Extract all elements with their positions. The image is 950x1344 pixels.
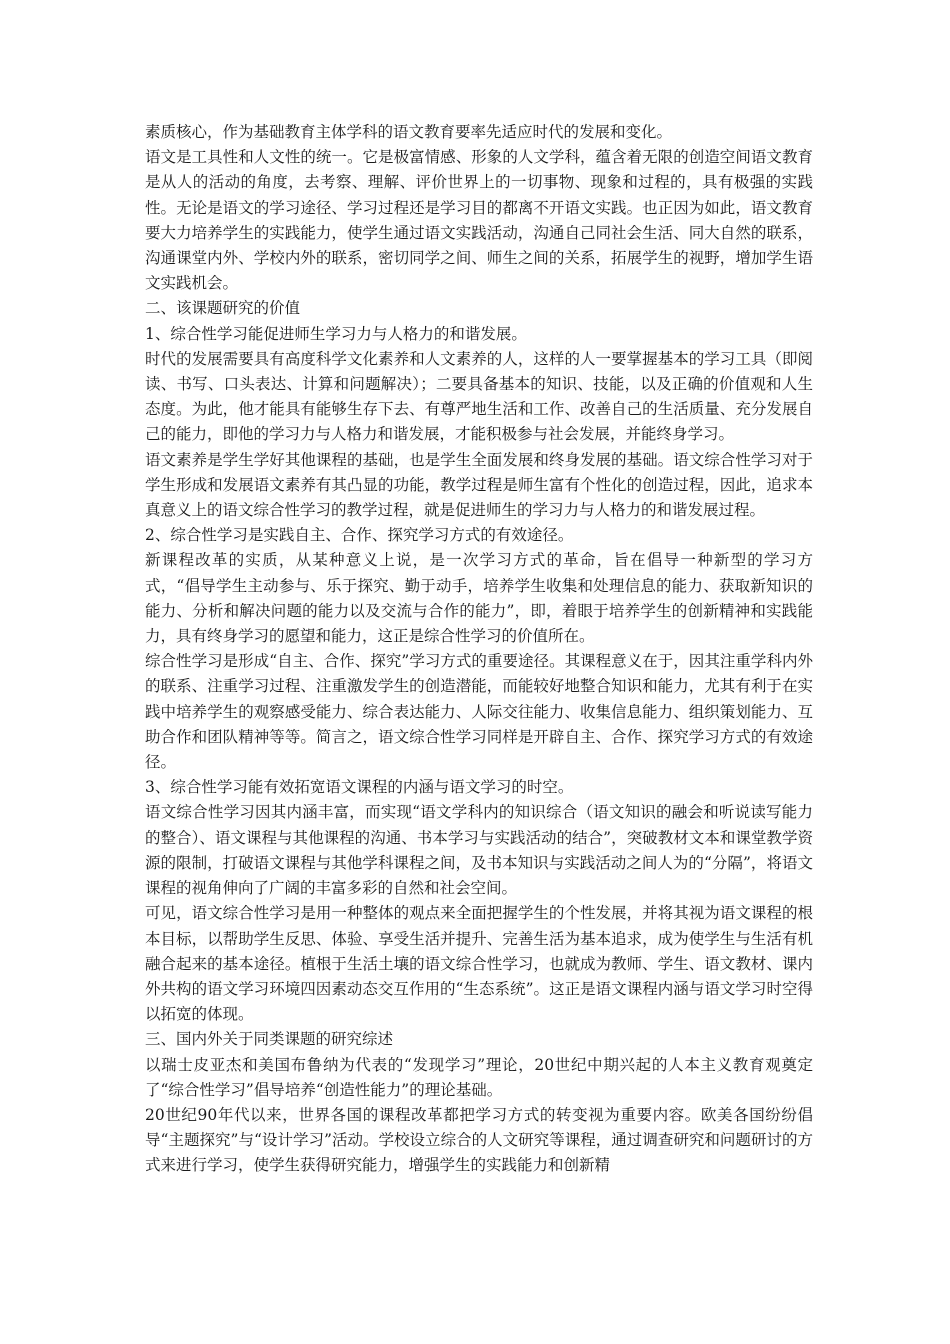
paragraph: 新课程改革的实质，从某种意义上说，是一次学习方式的革命，旨在倡导一种新型的学习方式，“倡导学生主动参与、乐于探究、勤于动手，培养学生收集和处理信息的能力、获取新知识的能力、分析和解决问题的能力以及交流与合作的能力”，即，着眼于培养学生的创新精神和实践能力，具有终身学习的愿望和能力，这正是综合性学习的价值所在。 (145, 551, 813, 646)
paragraph: 综合性学习是形成“自主、合作、探究”学习方式的重要途径。其课程意义在于，因其注重学科内外的联系、注重学习过程、注重激发学生的创造潜能，而能较好地整合知识和能力，尤其有利于在实践中培养学生的观察感受能力、综合表达能力、人际交往能力、收集信息能力、组织策划能力、互助合作和团队精神等等。简言之，语文综合性学习同样是开辟自主、合作、探究学习方式的有效途径。 (145, 652, 813, 772)
paragraph: 时代的发展需要具有高度科学文化素养和人文素养的人，这样的人一要掌握基本的学习工具（即阅读、书写、口头表达、计算和问题解决）；二要具备基本的知识、技能，以及正确的价值观和人生态度。为此，他才能具有能够生存下去、有尊严地生活和工作、改善自己的生活质量、充分发展自己的能力，即他的学习力与人格力和谐发展，才能积极参与社会发展，并能终身学习。 (145, 349, 813, 444)
paragraph: 以瑞士皮亚杰和美国布鲁纳为代表的“发现学习”理论，20世纪中期兴起的人本主义教育观奠定了“综合性学习”倡导培养“创造性能力”的理论基础。 (145, 1055, 813, 1099)
subsection-heading: 2、综合性学习是实践自主、合作、探究学习方式的有效途径。 (145, 526, 574, 545)
paragraph: 语文素养是学生学好其他课程的基础，也是学生全面发展和终身发展的基础。语文综合性学习对于学生形成和发展语文素养有其凸显的功能，教学过程是师生富有个性化的创造过程，因此，追求本真意义上的语文综合性学习的教学过程，就是促进师生的学习力与人格力的和谐发展过程。 (145, 450, 813, 520)
paragraph: 20世纪90年代以来，世界各国的课程改革都把学习方式的转变视为重要内容。欧美各国纷纷倡导“主题探究”与“设计学习”活动。学校设立综合的人文研究等课程，通过调查研究和问题研讨的方式来进行学习，使学生获得研究能力，增强学生的实践能力和创新精 (145, 1105, 813, 1175)
document-body (145, 120, 813, 1179)
paragraph: 语文综合性学习因其内涵丰富，而实现“语文学科内的知识综合（语文知识的融会和听说读写能力的整合）、语文课程与其他课程的沟通、书本学习与实践活动的结合”，突破教材文本和课堂教学资源的限制，打破语文课程与其他学科课程之间，及书本知识与实践活动之间人为的“分隔”，将语文课程的视角伸向了广阔的丰富多彩的自然和社会空间。 (145, 803, 813, 898)
paragraph: 可见，语文综合性学习是用一种整体的观点来全面把握学生的个性发展，并将其视为语文课程的根本目标，以帮助学生反思、体验、享受生活并提升、完善生活为基本追求，成为使学生与生活有机融合起来的基本途径。植根于生活土壤的语文综合性学习，也就成为教师、学生、语文教材、课内外共构的语文学习环境四因素动态交互作用的“生态系统”。这正是语文课程内涵与语文学习时空得以拓宽的体现。 (145, 904, 813, 1024)
section-heading: 三、国内外关于同类课题的研究综述 (145, 1030, 394, 1049)
paragraph: 语文是工具性和人文性的统一。它是极富情感、形象的人文学科，蕴含着无限的创造空间语文教育是从人的活动的角度，去考察、理解、评价世界上的一切事物、现象和过程的，具有极强的实践性。无论是语文的学习途径、学习过程还是学习目的都离不开语文实践。也正因为如此，语文教育要大力培养学生的实践能力，使学生通过语文实践活动，沟通自己同社会生活、同大自然的联系，沟通课堂内外、学校内外的联系，密切同学之间、师生之间的关系，拓展学生的视野，增加学生语文实践机会。 (145, 148, 813, 293)
section-heading: 二、该课题研究的价值 (145, 299, 301, 318)
subsection-heading: 1、综合性学习能促进师生学习力与人格力的和谐发展。 (145, 324, 527, 343)
subsection-heading: 3、综合性学习能有效拓宽语文课程的内涵与语文学习的时空。 (145, 778, 574, 797)
paragraph: 素质核心，作为基础教育主体学科的语文教育要率先适应时代的发展和变化。 (145, 123, 673, 141)
